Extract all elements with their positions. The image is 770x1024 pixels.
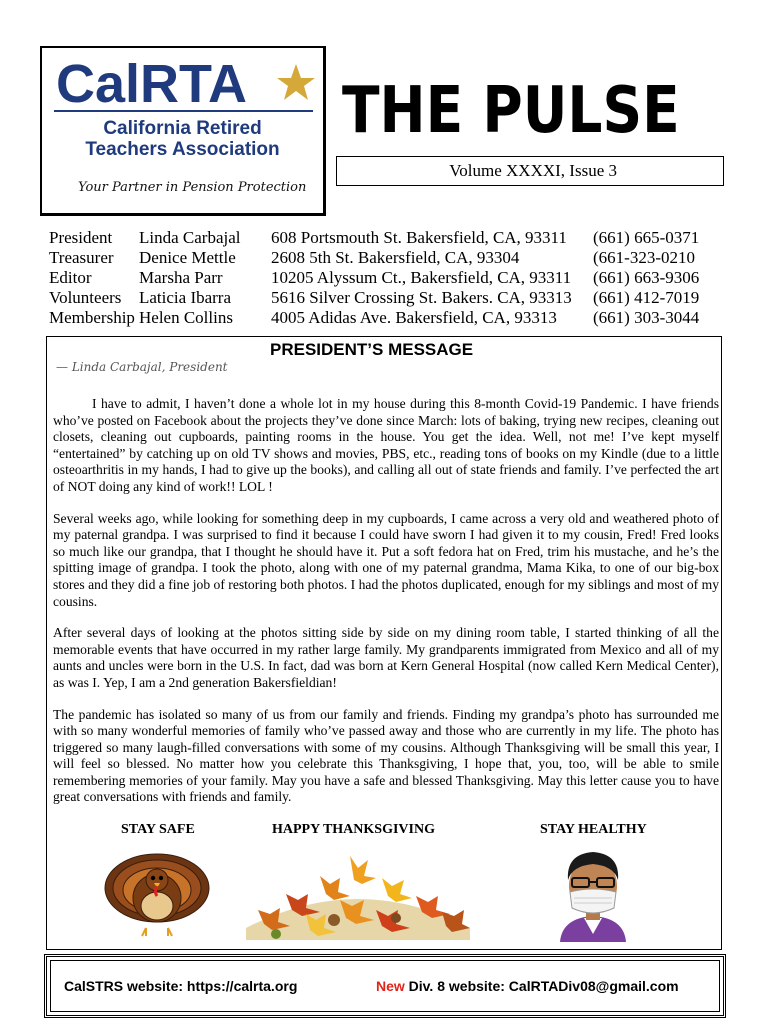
officer-role: Editor (49, 268, 92, 287)
officer-address: 2608 5th St. Bakersfield, CA, 93304 (271, 248, 520, 267)
calrta-wordmark (56, 54, 318, 110)
logo-org-name (52, 118, 313, 160)
autumn-leaves-illustration (246, 850, 470, 940)
message-paragraph: The pandemic has isolated so many of us from our family and friends. Finding my grandpa’s photo has surrounded me with so many wonderful memories of family who’ve passed away and those who are currently in my life. The photo has triggered so many laugh-filled conversations with some of my cousins. Although Thanksgiving will be small this year, I will feel so blessed. No matter how you celebrate this Thanksgiving, I hope that, you, too, will be able to smile remembering memories of your family. May you have a safe and blessed Thanksgiving. May this letter cause you to have great conversations with friends and family. (53, 706, 719, 805)
newsletter-title: THE PULSE (342, 74, 680, 148)
calrta-logo-box (40, 46, 326, 216)
officer-address: 10205 Alyssum Ct., Bakersfield, CA, 93311 (271, 268, 572, 287)
officer-phone: (661) 663-9306 (593, 268, 700, 287)
star-icon (277, 64, 315, 100)
logo-org-line2: Teachers Association (85, 139, 280, 160)
officer-address: 4005 Adidas Ave. Bakersfield, CA, 93313 (271, 308, 557, 327)
logo-org-line1: California Retired (103, 118, 262, 139)
officer-role: Treasurer (49, 248, 114, 267)
closing-stay-safe: STAY SAFE (121, 822, 195, 837)
officer-address: 5616 Silver Crossing St. Bakers. CA, 93313 (271, 288, 572, 307)
officer-role: President (49, 228, 113, 247)
message-paragraph: Several weeks ago, while looking for something deep in my cupboards, I came across a very old and weathered photo of my paternal grandpa. I was surprised to find it because I could have sworn I had given it to my cousin, Fred! Fred looks so much like our grandpa, that I thought he should have it. Put a soft fedora hat on Fred, trim his mustache, and he’s the spitting image of grandpa. I took the photo, along with one of my paternal grandma, Mama Kika, to one of our big-box stores and they did a fine job of restoring both photos. I had the photos duplicated, enough for my siblings and most of my cousins. (53, 510, 719, 609)
officer-phone: (661) 303-3044 (593, 308, 700, 327)
svg-text:CalRTA: CalRTA (56, 54, 248, 110)
logo-divider (54, 110, 313, 112)
officer-name: Laticia Ibarra (139, 288, 232, 307)
officer-phone: (661) 665-0371 (593, 228, 700, 247)
officer-name: Denice Mettle (139, 248, 236, 267)
turkey-illustration (102, 848, 212, 938)
masked-face-icon (556, 846, 630, 942)
message-paragraph: I have to admit, I haven’t done a whole lot in my house during this 8-month Covid-19 Pandemic. I have friends who’ve posted on Facebook about the projects they’ve done since March: lots of baking, trying new recipes, cleaning out closets, cleaning out cupboards, painting rooms in the house. You get the idea. Well, not me! I’ve kept myself “entertained” by catching up on old TV shows and movies, PBS, etc., reading tons of books on my Kindle (due to a little osteoarthritis in my hands, I had to give up the books), and calling all out of state friends and family. I’ve perfected the art of NOT doing any kind of work!! LOL ! (53, 396, 719, 494)
new-label: New (376, 978, 405, 994)
officer-role: Volunteers (49, 288, 122, 307)
footer-div8-text: Div. 8 website: CalRTADiv08@gmail.com (404, 978, 679, 994)
message-heading: PRESIDENT’S MESSAGE (270, 340, 474, 359)
officer-name: Linda Carbajal (139, 228, 241, 247)
officer-phone: (661-323-0210 (593, 248, 695, 267)
officer-name: Marsha Parr (139, 268, 223, 287)
officer-name: Helen Collins (139, 308, 233, 327)
volume-issue: Volume XXXXI, Issue 3 (336, 156, 724, 186)
footer-div8-website (376, 978, 679, 994)
message-paragraph: After several days of looking at the photos sitting side by side on my dining room table, I started thinking of all the memorable events that have occurred in my rather large family. My grandparents immigrated from Mexico and all of my aunts and uncles were born in the U.S. In fact, dad was born at Kern General Hospital (now called Kern Medical Center), as was I. Yep, I am a 2nd generation Bakersfieldian! (53, 625, 719, 690)
officer-role: Membership (49, 308, 135, 327)
officer-address: 608 Portsmouth St. Bakersfield, CA, 93311 (271, 228, 567, 247)
logo-tagline: Your Partner in Pension Protection (78, 180, 307, 195)
closing-happy-thanksgiving: HAPPY THANKSGIVING (272, 822, 435, 837)
message-body (53, 396, 719, 821)
message-byline: — Linda Carbajal, President (56, 360, 228, 374)
closing-stay-healthy: STAY HEALTHY (540, 822, 647, 837)
footer-calstrs-website: CalSTRS website: https://calrta.org (64, 978, 298, 994)
officer-phone: (661) 412-7019 (593, 288, 700, 307)
